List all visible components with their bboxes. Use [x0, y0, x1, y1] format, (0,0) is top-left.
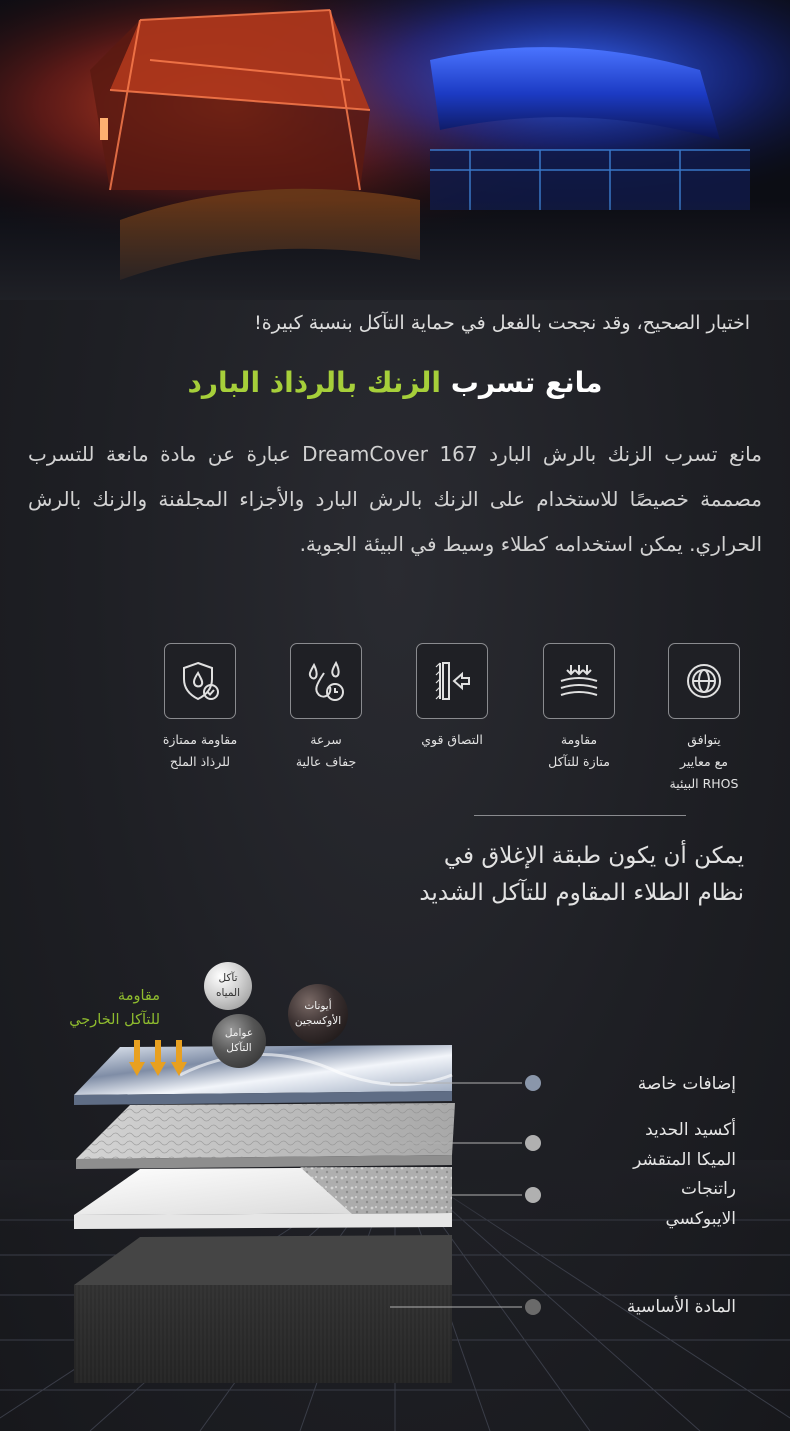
water-drop-icon	[290, 643, 362, 719]
external-corrosion-label: مقاومة للتآكل الخارجي	[69, 988, 160, 1028]
globe-icon	[668, 643, 740, 719]
intro-line: اختيار الصحيح، وقد نجحت بالفعل في حماية التآكل بنسبة كبيرة!	[254, 312, 750, 334]
feature-corrosion	[519, 643, 639, 773]
product-description: مانع تسرب الزنك بالرش البارد DreamCover 167 عبارة عن مادة مانعة للتسرب مصممة خصيصًا للاستخدام على الزنك بالرش البارد والأجزاء المجلفنة والزنك بالرش الحراري. يمكن استخدامه كطلاء وسيط في البيئة الجوية.	[28, 442, 762, 556]
sealing-title: يمكن أن يكون طبقة الإغلاق في نظام الطلاء المقاوم للتآكل الشديد	[419, 843, 744, 906]
layer-label-base: المادة الأساسية	[626, 1297, 736, 1317]
shield-icon	[164, 643, 236, 719]
section-divider	[474, 815, 686, 816]
title-part: مانع تسرب	[440, 366, 603, 399]
industrial-scene	[0, 0, 790, 300]
down-arrow-icon	[171, 1040, 187, 1076]
title-accent: الزنك بالرذاذ البارد	[187, 366, 441, 399]
layer-label-epoxy: راتنجات الايبوكسي	[665, 1179, 736, 1229]
marker-dot	[525, 1299, 541, 1315]
layer-label-additives: إضافات خاصة	[637, 1074, 736, 1094]
marker-dot	[525, 1075, 541, 1091]
down-arrow-icon	[129, 1040, 145, 1076]
adhesion-icon	[416, 643, 488, 719]
feature-label: التصاق قوي	[421, 732, 483, 747]
corrosion-factors-ball: عوامل التآكل	[212, 1014, 266, 1068]
down-arrow-icon	[150, 1040, 166, 1076]
hero-image	[0, 0, 790, 300]
oxygen-ions-ball: أيونات الأوكسجين	[288, 984, 348, 1044]
marker-dot	[525, 1187, 541, 1203]
feature-salt-spray	[140, 643, 260, 773]
layers-icon	[543, 643, 615, 719]
feature-drying	[266, 643, 386, 773]
feature-adhesion	[392, 643, 512, 751]
feature-rhos	[644, 643, 764, 795]
feature-label: مقاومة متازة للتآكل	[548, 732, 610, 769]
feature-label: سرعة جفاف عالية	[295, 732, 357, 769]
layer-label-mica: أكسيد الحديد الميكا المتقشر	[633, 1120, 736, 1170]
marker-dot	[525, 1135, 541, 1151]
water-corrosion-ball: تآكل المياه	[204, 962, 252, 1010]
page-title	[0, 366, 790, 399]
feature-label: مقاومة ممتازة للرذاذ الملح	[162, 732, 238, 769]
feature-label: يتوافق مع معايير RHOS البيئية	[669, 732, 739, 791]
